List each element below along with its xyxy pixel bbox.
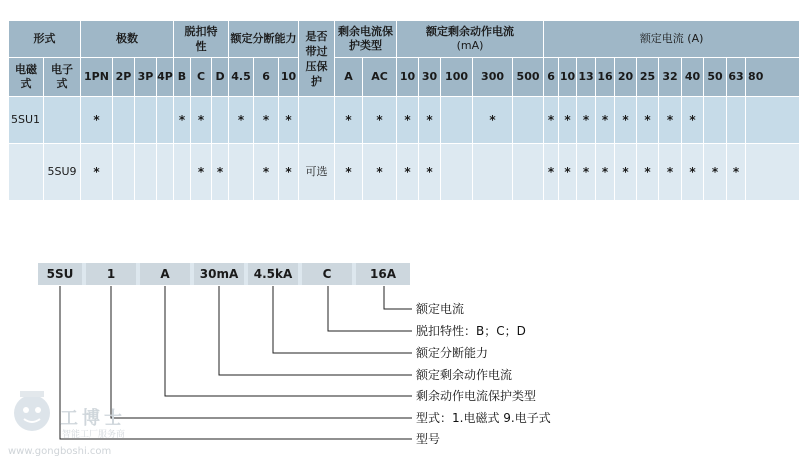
sub-residual-current: 30 <box>419 58 441 97</box>
cell-mark: * <box>419 144 441 201</box>
sub-form-0-text: 电磁式 <box>15 63 37 90</box>
sub-rated-current: 13 <box>577 58 596 97</box>
sub-residual-type: AC <box>363 58 397 97</box>
sub-trip: B <box>174 58 191 97</box>
cell-mark: * <box>279 97 299 144</box>
code-segment-trip: C <box>302 263 352 285</box>
cell-mark: * <box>682 144 704 201</box>
cell-mark: * <box>615 97 637 144</box>
cell-mark: * <box>596 144 615 201</box>
sub-rated-current: 10 <box>559 58 577 97</box>
code-segment-model: 5SU <box>38 263 82 285</box>
cell-mark: * <box>596 97 615 144</box>
leader-line <box>165 286 412 396</box>
sub-breaking: 4.5 <box>229 58 254 97</box>
sub-pole: 2P <box>113 58 135 97</box>
cell-mark: * <box>659 144 682 201</box>
cell-mark: * <box>81 144 113 201</box>
sub-trip: D <box>212 58 229 97</box>
leader-line <box>273 286 412 353</box>
code-segment-type: 1 <box>86 263 136 285</box>
sub-rated-current: 63 <box>727 58 746 97</box>
cell-mark: * <box>577 144 596 201</box>
cell-mark: * <box>659 97 682 144</box>
label-rated-current: 额定电流 <box>416 302 465 316</box>
sub-breaking: 10 <box>279 58 299 97</box>
cell-mark: * <box>335 144 363 201</box>
watermark-tagline: 智能工厂服务商 <box>62 430 126 440</box>
cell-mark: * <box>279 144 299 201</box>
sub-rated-current: 20 <box>615 58 637 97</box>
header-overvoltage-text: 是否带过压保护 <box>305 29 328 88</box>
header-residual-current-text: 额定剩余动作电流 <box>426 25 515 38</box>
sub-residual-type: A <box>335 58 363 97</box>
cell-mark: * <box>544 144 559 201</box>
cell-mark: * <box>397 97 419 144</box>
cell-mark: * <box>637 97 659 144</box>
cell-mark: * <box>81 97 113 144</box>
cell-mark: * <box>191 97 212 144</box>
sub-rated-current: 80 <box>746 58 800 97</box>
leader-line <box>111 286 412 418</box>
cell-mark: * <box>363 97 397 144</box>
cell-mark: * <box>419 97 441 144</box>
leader-line <box>384 286 412 309</box>
cell-mark: * <box>559 97 577 144</box>
cell-mark: * <box>254 97 279 144</box>
sub-residual-current: 500 <box>513 58 544 97</box>
sub-pole: 1PN <box>81 58 113 97</box>
cell-mark: * <box>191 144 212 201</box>
cell-mark: * <box>727 144 746 201</box>
sub-rated-current: 50 <box>704 58 727 97</box>
label-residual-current: 额定剩余动作电流 <box>416 368 513 382</box>
cell-mark: * <box>544 97 559 144</box>
label-protection-type: 剩余动作电流保护类型 <box>416 389 537 403</box>
sub-residual-current: 300 <box>473 58 513 97</box>
label-model: 型号 <box>416 432 441 446</box>
label-form: 型式：1.电磁式 9.电子式 <box>416 411 551 425</box>
sub-rated-current: 6 <box>544 58 559 97</box>
sub-rated-current: 40 <box>682 58 704 97</box>
header-trip-text: 脱扣特性 <box>184 25 218 53</box>
header-rated-current: 额定电流 (A) <box>544 21 800 58</box>
cell-mark: * <box>363 144 397 201</box>
cell-mark: * <box>637 144 659 201</box>
cell-mark: * <box>473 97 513 144</box>
cell-model: 5SU1 <box>9 97 44 144</box>
cell-mark: * <box>174 97 191 144</box>
header-form: 形式 <box>9 21 81 58</box>
header-residual-unit: (mA) <box>456 39 484 52</box>
mascot-logo-icon <box>10 385 56 437</box>
cell-mark: * <box>704 144 727 201</box>
cell-mark: * <box>397 144 419 201</box>
cell-model: 5SU9 <box>44 144 81 201</box>
cell-mark: * <box>682 97 704 144</box>
cell-mark: * <box>229 97 254 144</box>
code-segment-current: 16A <box>356 263 410 285</box>
header-poles: 极数 <box>81 21 174 58</box>
sub-trip: C <box>191 58 212 97</box>
cell-mark: * <box>615 144 637 201</box>
watermark-url: www.gongboshi.com <box>8 446 112 457</box>
cell-overvoltage: 可选 <box>299 144 335 201</box>
sub-pole: 4P <box>157 58 174 97</box>
code-segment-residual: 30mA <box>194 263 244 285</box>
sub-form-1-text: 电子式 <box>51 63 73 90</box>
sub-residual-current: 100 <box>441 58 473 97</box>
sub-breaking: 6 <box>254 58 279 97</box>
code-segment-breaking: 4.5kA <box>248 263 298 285</box>
sub-rated-current: 25 <box>637 58 659 97</box>
cell-mark: * <box>212 144 229 201</box>
label-trip-characteristic: 脱扣特性：B；C；D <box>416 324 526 338</box>
header-breaking-text: 额定分断能力 <box>230 32 297 45</box>
cell-mark: * <box>577 97 596 144</box>
sub-residual-current: 10 <box>397 58 419 97</box>
header-residual-type-text: 剩余电流保护类型 <box>338 25 394 52</box>
label-breaking-capacity: 额定分断能力 <box>416 346 489 360</box>
cell-mark: * <box>254 144 279 201</box>
sub-pole: 3P <box>135 58 157 97</box>
cell-mark: * <box>335 97 363 144</box>
cell-mark: * <box>559 144 577 201</box>
watermark-brand: 工博士 <box>60 408 126 429</box>
code-segment-protection: A <box>140 263 190 285</box>
sub-rated-current: 16 <box>596 58 615 97</box>
sub-rated-current: 32 <box>659 58 682 97</box>
